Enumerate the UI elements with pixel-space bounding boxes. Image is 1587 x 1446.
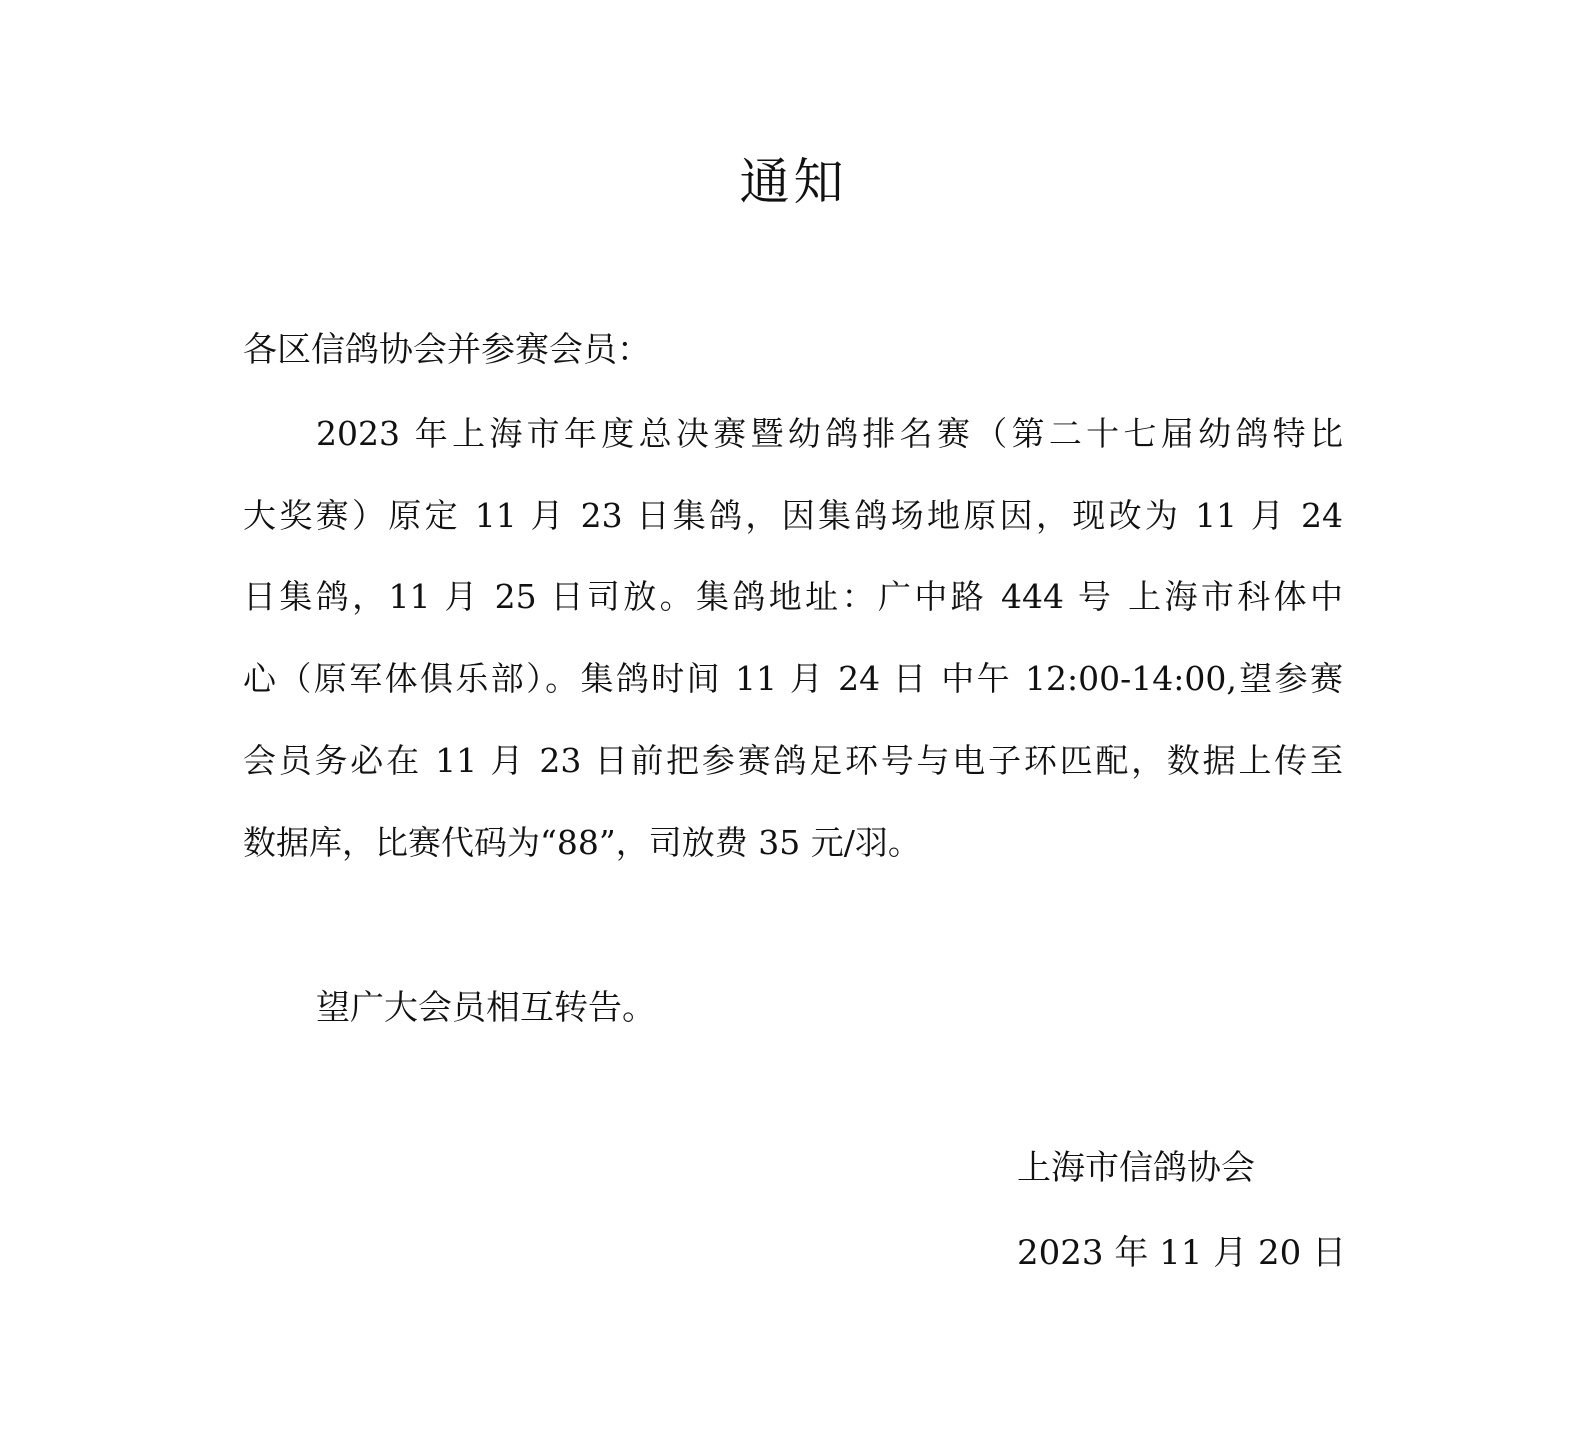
signature-date: 2023 年 11 月 20 日 xyxy=(1017,1233,1347,1273)
body-line-2: 大奖赛）原定 11 月 23 日集鸽，因集鸽场地原因，现改为 11 月 24 xyxy=(243,496,1343,535)
body-line-1: 2023 年上海市年度总决赛暨幼鸽排名赛（第二十七届幼鸽特比 xyxy=(316,414,1343,453)
salutation: 各区信鸽协会并参赛会员： xyxy=(243,330,651,370)
body-line-5: 会员务必在 11 月 23 日前把参赛鸽足环号与电子环匹配，数据上传至 xyxy=(243,741,1343,780)
notice-title: 通知 xyxy=(739,153,848,211)
body-line-3: 日集鸽，11 月 25 日司放。集鸽地址：广中路 444 号 上海市科体中 xyxy=(243,577,1343,616)
body-line-4: 心（原军体俱乐部）。集鸽时间 11 月 24 日 中午 12:00-14:00,望参赛 xyxy=(243,659,1343,698)
closing-remark: 望广大会员相互转告。 xyxy=(316,988,656,1028)
signature-organization: 上海市信鸽协会 xyxy=(1017,1148,1255,1188)
body-line-6: 数据库，比赛代码为“88”，司放费 35 元/羽。 xyxy=(243,823,921,862)
